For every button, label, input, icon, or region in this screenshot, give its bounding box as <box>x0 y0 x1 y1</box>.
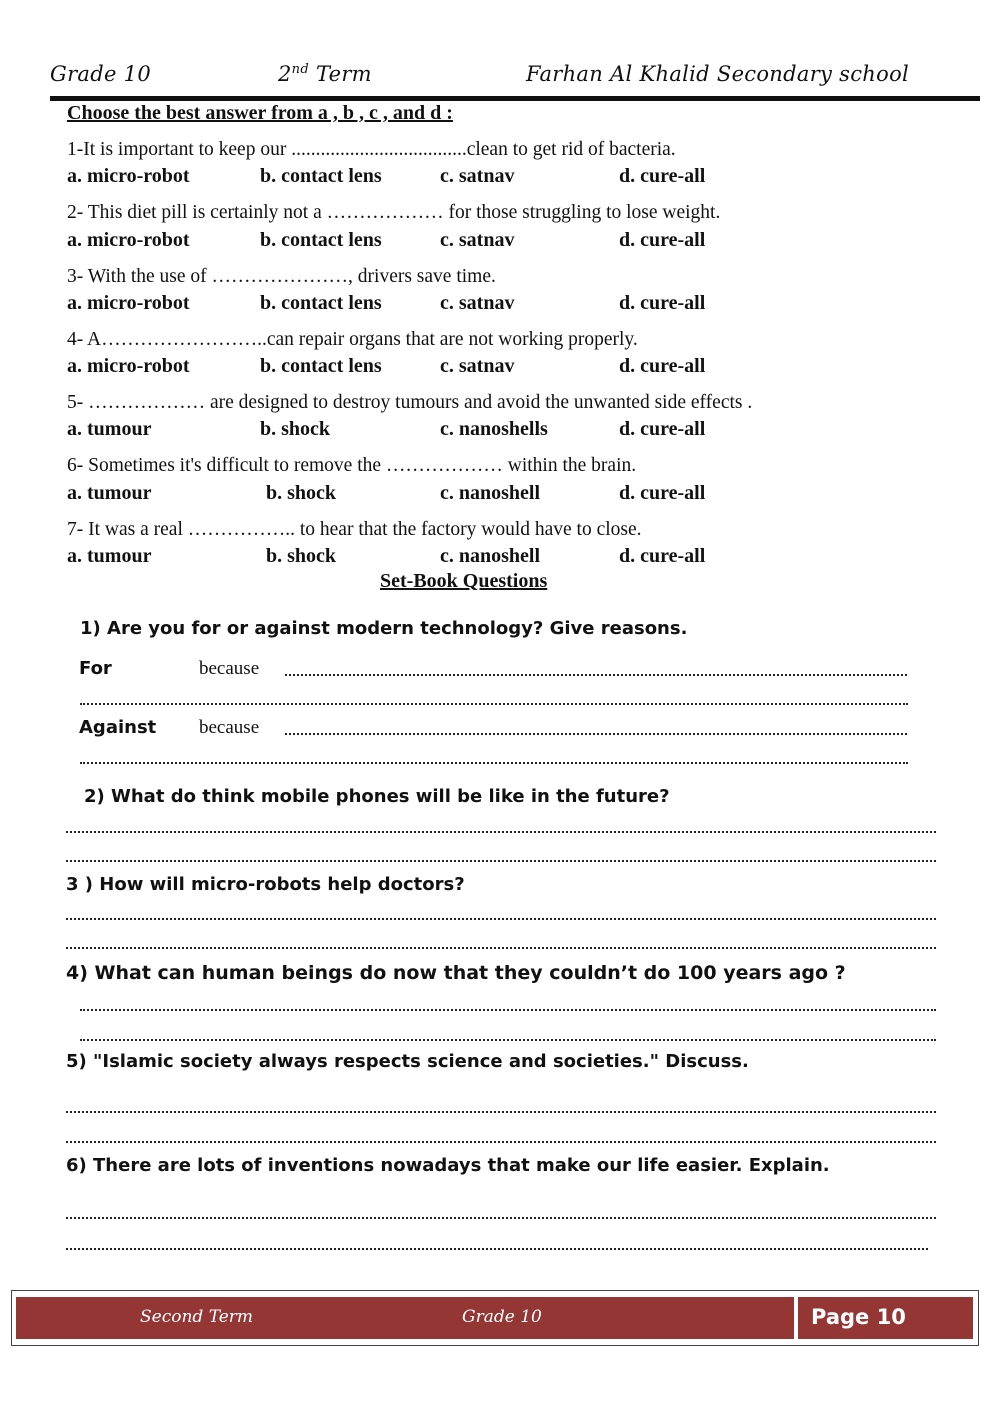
answer-line-against-2[interactable] <box>80 762 908 764</box>
option-a[interactable]: a. micro-robot <box>67 292 190 314</box>
set-book-question-5: 5) "Islamic society always respects science and societies." Discuss. <box>66 1051 749 1072</box>
set-book-title: Set-Book Questions <box>380 570 548 592</box>
question-1-stem: 1-It is important to keep our ....................................clean to get rid of bacteria. <box>67 139 676 160</box>
question-4-options <box>67 355 867 381</box>
option-b[interactable]: b. contact lens <box>260 165 382 187</box>
question-7-options <box>67 545 867 571</box>
question-2-options <box>67 229 867 255</box>
question-7-stem: 7- It was a real …………….. to hear that the factory would have to close. <box>67 519 642 540</box>
option-a[interactable]: a. micro-robot <box>67 355 190 377</box>
option-b[interactable]: b. shock <box>266 545 337 567</box>
against-because: because <box>199 717 260 738</box>
question-3-options <box>67 292 867 318</box>
set-book-question-1: 1) Are you for or against modern technology? Give reasons. <box>80 618 688 639</box>
option-c[interactable]: c. nanoshell <box>440 545 541 567</box>
option-d[interactable]: d. cure-all <box>619 229 706 251</box>
option-c[interactable]: c. satnav <box>440 292 515 314</box>
option-c[interactable]: c. satnav <box>440 229 515 251</box>
option-b[interactable]: b. contact lens <box>260 292 382 314</box>
header-divider <box>50 96 980 101</box>
option-c[interactable]: c. satnav <box>440 355 515 377</box>
option-a[interactable]: a. tumour <box>67 545 152 567</box>
option-d[interactable]: d. cure-all <box>619 292 706 314</box>
section-instruction: Choose the best answer from a , b , c , and d : <box>67 102 453 124</box>
option-a[interactable]: a. micro-robot <box>67 229 190 251</box>
answer-line-against-1[interactable] <box>285 733 907 735</box>
option-b[interactable]: b. shock <box>260 418 331 440</box>
against-label: Against <box>79 717 157 738</box>
header-term: 2nd Term <box>278 62 372 86</box>
answer-line-q4-1[interactable] <box>80 1009 936 1011</box>
question-4-stem: 4- A……………………..can repair organs that are not working properly. <box>67 329 638 350</box>
option-d[interactable]: d. cure-all <box>619 355 706 377</box>
answer-line-for-1[interactable] <box>285 674 907 676</box>
option-c[interactable]: c. nanoshells <box>440 418 548 440</box>
answer-line-q6-1[interactable] <box>66 1217 936 1219</box>
answer-line-q5-2[interactable] <box>66 1141 936 1143</box>
option-c[interactable]: c. nanoshell <box>440 482 541 504</box>
for-because: because <box>199 658 260 679</box>
question-5-options <box>67 418 867 444</box>
option-b[interactable]: b. shock <box>266 482 337 504</box>
option-b[interactable]: b. contact lens <box>260 229 382 251</box>
question-5-stem: 5- ……………… are designed to destroy tumours and avoid the unwanted side effects . <box>67 392 753 413</box>
answer-line-q2-2[interactable] <box>66 860 936 862</box>
footer-page-number: Page 10 <box>811 1305 906 1329</box>
option-d[interactable]: d. cure-all <box>619 165 706 187</box>
page-header <box>50 62 980 98</box>
question-1-options <box>67 165 867 191</box>
set-book-question-2: 2) What do think mobile phones will be like in the future? <box>84 786 670 807</box>
footer-bar <box>16 1297 794 1339</box>
set-book-question-3: 3 ) How will micro-robots help doctors? <box>66 874 465 895</box>
question-3-stem: 3- With the use of …………………, drivers save time. <box>67 266 496 287</box>
header-school: Farhan Al Khalid Secondary school <box>526 62 910 86</box>
option-c[interactable]: c. satnav <box>440 165 515 187</box>
answer-line-q3-2[interactable] <box>66 947 936 949</box>
option-a[interactable]: a. micro-robot <box>67 165 190 187</box>
option-a[interactable]: a. tumour <box>67 482 152 504</box>
answer-line-q6-2[interactable] <box>66 1248 928 1250</box>
option-a[interactable]: a. tumour <box>67 418 152 440</box>
option-d[interactable]: d. cure-all <box>619 418 706 440</box>
question-6-options <box>67 482 867 508</box>
option-d[interactable]: d. cure-all <box>619 545 706 567</box>
for-label: For <box>79 658 112 679</box>
question-6-stem: 6- Sometimes it's difficult to remove the ……………… within the brain. <box>67 455 637 476</box>
answer-line-for-2[interactable] <box>80 703 908 705</box>
answer-line-q3-1[interactable] <box>66 918 936 920</box>
set-book-question-4: 4) What can human beings do now that they couldn’t do 100 years ago ? <box>66 962 846 984</box>
footer-term: Second Term <box>140 1307 254 1327</box>
option-b[interactable]: b. contact lens <box>260 355 382 377</box>
answer-line-q4-2[interactable] <box>80 1039 936 1041</box>
set-book-question-6: 6) There are lots of inventions nowadays that make our life easier. Explain. <box>66 1155 830 1176</box>
footer-grade: Grade 10 <box>462 1307 542 1327</box>
question-2-stem: 2- This diet pill is certainly not a ……………… for those struggling to lose weight. <box>67 202 721 223</box>
answer-line-q5-1[interactable] <box>66 1111 936 1113</box>
answer-line-q2-1[interactable] <box>66 831 936 833</box>
option-d[interactable]: d. cure-all <box>619 482 706 504</box>
header-grade: Grade 10 <box>50 62 152 86</box>
